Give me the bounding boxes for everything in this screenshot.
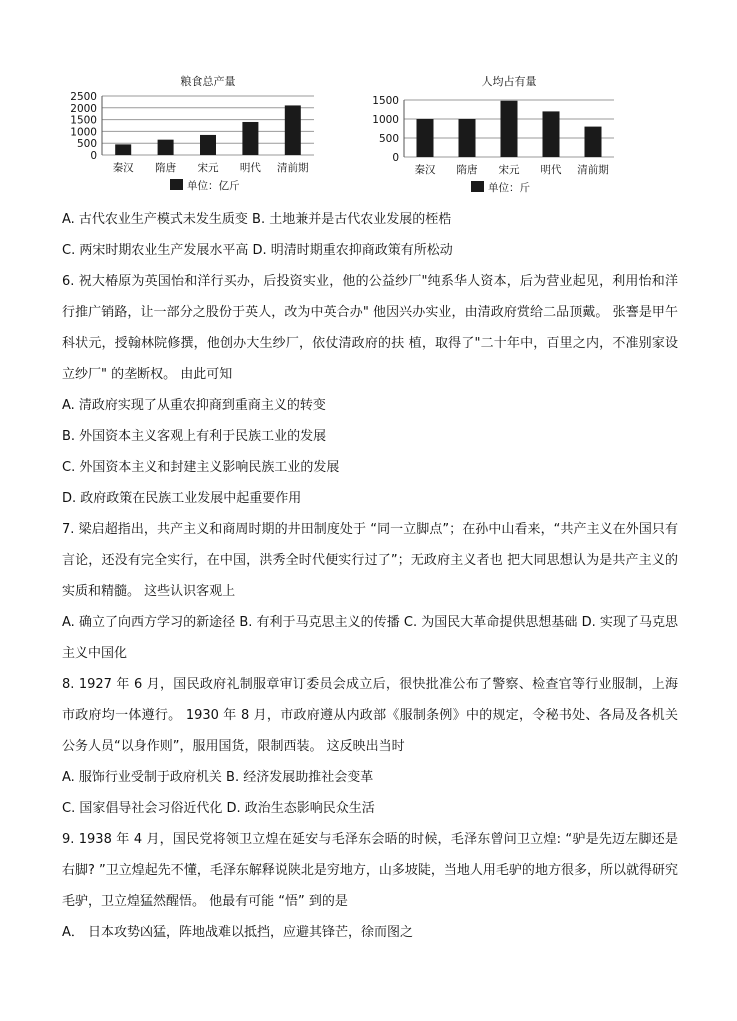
bar	[543, 111, 560, 157]
chart-grain-total-svg	[62, 72, 322, 200]
chart-area	[62, 72, 682, 200]
x-category-label: 秦汉	[414, 164, 436, 176]
x-category-label: 明代	[239, 162, 261, 174]
bar	[459, 119, 476, 157]
q7-options: A. 确立了向西方学习的新途径 B. 有利于马克思主义的传播 C. 为国民大革命提供思想基础 D. 实现了马克思主义中国化	[62, 615, 678, 661]
legend-swatch	[170, 179, 183, 190]
bar	[242, 122, 258, 155]
chart-grain-total	[62, 72, 322, 200]
y-tick-label: 0	[392, 152, 399, 164]
q6-option-a: A. 清政府实现了从重农抑商到重商主义的转变	[62, 398, 326, 413]
bar	[200, 135, 216, 155]
x-category-label: 宋元	[498, 164, 520, 176]
bar	[158, 140, 174, 155]
bar	[285, 105, 301, 155]
q9-stem: 9. 1938 年 4 月，国民党将领卫立煌在延安与毛泽东会晤的时候，毛泽东曾问卫立煌: “驴是先迈左脚还是右脚? ”卫立煌起先不懂，毛泽东解释说陕北是穷地方，山多坡陡，当地人用毛驴的地方很多，所以就得研究毛驴，卫立煌猛然醒悟。 他最有可能 “悟” 到的是	[62, 832, 678, 909]
legend-label: 单位：亿斤	[187, 180, 240, 192]
y-tick-label: 1000	[70, 126, 97, 139]
question-text	[62, 204, 678, 948]
x-category-label: 隋唐	[456, 164, 478, 176]
x-category-label: 宋元	[197, 162, 219, 174]
legend-label: 单位：斤	[488, 182, 530, 194]
legend-swatch	[471, 181, 484, 192]
q6-option-b: B. 外国资本主义客观上有利于民族工业的发展	[62, 429, 327, 444]
q5-options-cd: C. 两宋时期农业生产发展水平高 D. 明清时期重农抑商政策有所松动	[62, 243, 453, 258]
y-tick-label: 2500	[70, 91, 97, 103]
bar	[585, 127, 602, 157]
y-tick-label: 2000	[70, 102, 97, 115]
chart-per-capita	[362, 72, 622, 200]
y-tick-label: 1500	[372, 95, 399, 107]
q6-option-d: D. 政府政策在民族工业发展中起重要作用	[62, 491, 302, 506]
q8-options-ab: A. 服饰行业受制于政府机关 B. 经济发展助推社会变革	[62, 770, 374, 785]
x-category-label: 秦汉	[112, 162, 134, 174]
y-tick-label: 500	[76, 138, 97, 151]
y-tick-label: 0	[90, 150, 97, 162]
x-category-label: 隋唐	[155, 162, 177, 174]
q8-options-cd: C. 国家倡导社会习俗近代化 D. 政治生态影响民众生活	[62, 801, 375, 816]
y-tick-label: 500	[378, 133, 399, 145]
chart-title: 人均占有量	[481, 75, 537, 88]
q9-option-a: A． 日本攻势凶猛，阵地战难以抵挡，应避其锋芒，徐而图之	[62, 925, 414, 940]
x-category-label: 清前期	[277, 162, 309, 174]
y-tick-label: 1000	[372, 114, 399, 126]
chart-per-capita-svg	[362, 72, 622, 200]
x-category-label: 明代	[540, 164, 562, 176]
y-tick-label: 1500	[70, 114, 97, 127]
bar	[115, 144, 131, 155]
x-category-label: 清前期	[577, 164, 609, 176]
q7-stem: 7. 梁启超指出，共产主义和商周时期的井田制度处于 “同一立脚点”；在孙中山看来，“共产主义在外国只有言论，还没有完全实行，在中国，洪秀全时代便实行过了”；无政府主义者也 把大同思想认为是共产主义的实质和精髓。 这些认识客观上	[62, 522, 678, 599]
q8-stem: 8. 1927 年 6 月，国民政府礼制服章审订委员会成立后，很快批准公布了警察、检查官等行业服制，上海市政府均一体遵行。 1930 年 8 月，市政府遵从内政部《服制条例》中的规定，令秘书处、各局及各机关公务人员“以身作则”，服用国货，限制西装。 这反映出当时	[62, 677, 678, 754]
bar	[417, 119, 434, 157]
q5-options-ab: A. 古代农业生产模式未发生质变 B. 土地兼并是古代农业发展的桎梏	[62, 212, 452, 227]
chart-title: 粮食总产量	[180, 75, 236, 88]
q6-option-c: C. 外国资本主义和封建主义影响民族工业的发展	[62, 460, 340, 475]
q6-stem: 6. 祝大椿原为英国怡和洋行买办，后投资实业，他的公益纱厂"纯系华人资本，后为营业起见，利用怡和洋行推广销路，让一部分之股份于英人，改为中英合办" 他因兴办实业，由清政府赏给二品顶戴。 张謇是甲午科状元，授翰林院修撰，他创办大生纱厂，依仗清政府的扶 植，取得了"二十年中，百里之内，不准别家设立纱厂" 的垄断权。 由此可知	[62, 274, 678, 382]
bar	[501, 101, 518, 157]
